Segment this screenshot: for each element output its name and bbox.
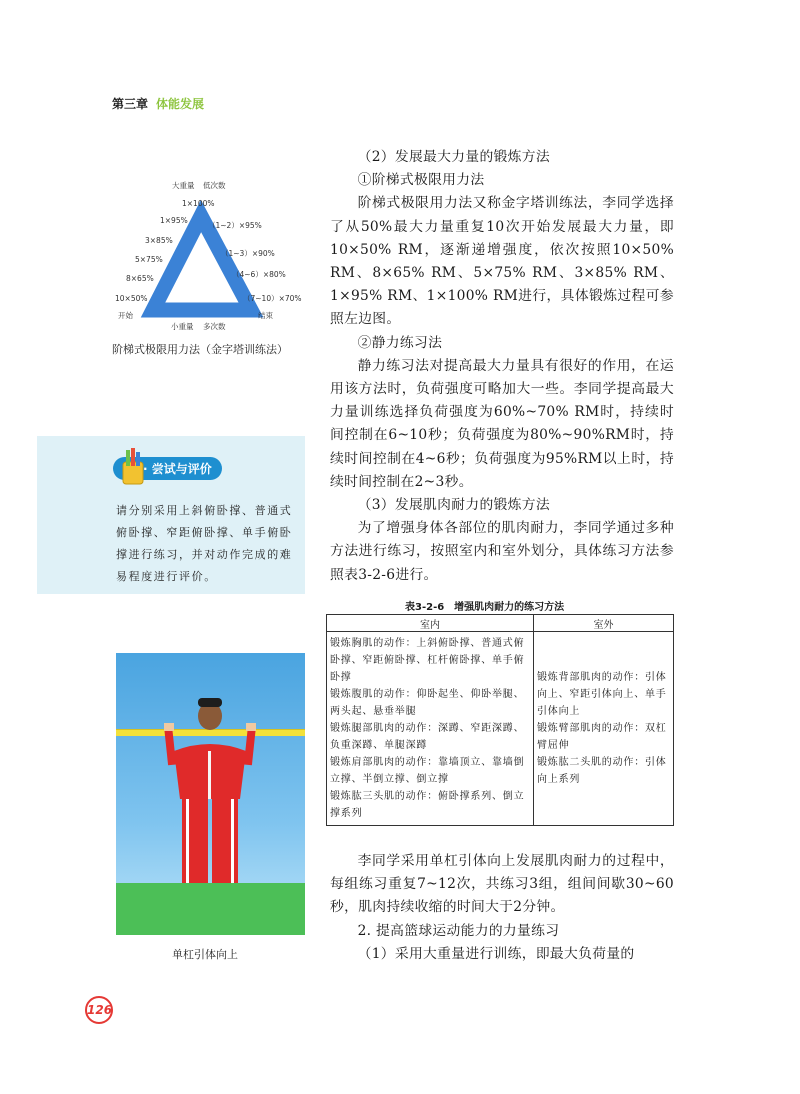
chapter-label: 第三章 [112, 97, 149, 111]
outdoor-line-2: 锻炼臂部肌肉的动作：双杠臂屈伸 [537, 723, 667, 751]
paragraph-heavy-weight: （1）采用大重量进行训练，即最大负荷量的 [357, 945, 635, 962]
heading-endurance: （3）发展肌肉耐力的锻炼方法 [357, 497, 550, 514]
bottom-label-weight: 小重量 [171, 322, 194, 331]
outdoor-line-1: 锻炼背部肌肉的动作：引体向上、窄距引体向上、单手引体向上 [537, 672, 667, 717]
left-label-3: 3×85% [145, 236, 173, 245]
page-number: 126 [85, 996, 113, 1024]
try-evaluate-title: · 尝试与评价 [113, 457, 222, 480]
pull-up-photo [116, 653, 305, 935]
body-text-section-2 [330, 850, 674, 966]
paragraph-pull-up: 李同学采用单杠引体向上发展肌肉耐力的过程中，每组练习重复7~12次，共练习3组，组间间歇30~60秒，肌肉持续收缩的时间大于2分钟。 [330, 853, 674, 916]
photo-caption: 单杠引体向上 [172, 948, 238, 961]
table-cell-indoor [327, 632, 534, 826]
left-label-4: 5×75% [135, 255, 163, 264]
right-label-3: （4~6）×80% [232, 270, 286, 279]
grass-ground [116, 883, 305, 935]
left-label-2: 1×95% [160, 216, 188, 225]
right-label-2: （1~3）×90% [221, 249, 275, 258]
body-text-section-1 [330, 146, 674, 587]
left-label-5: 8×65% [126, 274, 154, 283]
heading-max-strength: （2）发展最大力量的锻炼方法 [357, 149, 550, 165]
indoor-line-1: 锻炼胸肌的动作：上斜俯卧撑、普通式俯卧撑、窄距俯卧撑、杠杆俯卧撑、单手俯卧撑 [330, 638, 525, 683]
end-label: 结束 [258, 311, 273, 320]
outdoor-line-3: 锻炼肱二头肌的动作：引体向上系列 [537, 757, 667, 785]
indoor-line-2: 锻炼腹肌的动作：仰卧起坐、仰卧举腿、两头起、悬垂举腿 [330, 689, 525, 717]
start-label: 开始 [118, 311, 133, 320]
left-label-1: 1×100% [182, 199, 215, 208]
pencil-cup-icon [120, 448, 146, 486]
heading-basketball-strength: 2. 提高篮球运动能力的力量练习 [357, 922, 560, 939]
table-cell-outdoor [534, 632, 674, 826]
paragraph-static-method: 静力练习法对提高最大力量具有很好的作用，在运用该方法时，负荷强度可略加大一些。李同学提高最大力量训练选择负荷强度为60%~70% RM时，持续时间控制在6~10秒；负荷强度为80%~90%RM时，持续时间控制在4~6秒；负荷强度为95%RM以上时，持续时间控制在2~3秒。 [330, 357, 674, 490]
heading-pyramid-method: ①阶梯式极限用力法 [357, 172, 485, 189]
pyramid-caption: 阶梯式极限用力法（金字塔训练法） [112, 343, 288, 356]
indoor-line-4: 锻炼肩部肌肉的动作：靠墙顶立、靠墙倒立撑、半倒立撑、倒立撑 [330, 757, 525, 785]
right-label-4: （7~10）×70% [243, 294, 302, 303]
table-title: 表3-2-6 增强肌肉耐力的练习方法 [405, 602, 565, 613]
chapter-header [112, 95, 204, 112]
left-label-6: 10×50% [115, 294, 148, 303]
try-evaluate-text: 请分别采用上斜俯卧撑、普通式俯卧撑、窄距俯卧撑、单手俯卧撑进行练习，并对动作完成的难易程度进行评价。 [116, 504, 293, 583]
indoor-line-5: 锻炼肱三头肌的动作：俯卧撑系列、倒立撑系列 [330, 791, 525, 819]
paragraph-endurance: 为了增强身体各部位的肌肉耐力，李同学通过多种方法进行练习，按照室内和室外划分，具体练习方法参照表3-2-6进行。 [330, 520, 674, 583]
chapter-topic: 体能发展 [156, 97, 205, 111]
indoor-line-3: 锻炼腿部肌肉的动作：深蹲、窄距深蹲、负重深蹲、单腿深蹲 [330, 723, 525, 751]
heading-static-method: ②静力练习法 [357, 334, 443, 351]
bottom-label-reps: 多次数 [203, 322, 226, 331]
table-header-indoor: 室内 [327, 615, 534, 632]
endurance-table [326, 614, 674, 826]
top-label-reps: 低次数 [203, 181, 226, 190]
right-label-1: （1~2）×95% [208, 221, 262, 230]
table-header-outdoor: 室外 [534, 615, 674, 632]
pyramid-diagram [110, 178, 310, 338]
top-label-weight: 大重量 [172, 181, 195, 190]
paragraph-pyramid-method: 阶梯式极限用力法又称金字塔训练法，李同学选择了从50%最大力量重复10次开始发展最大力量，即10×50% RM，逐渐递增强度，依次按照10×50% RM、8×65% RM、5×75% RM、3×85% RM、1×95% RM、1×100% RM进行，具体锻炼过程可参照左边图。 [330, 195, 674, 328]
